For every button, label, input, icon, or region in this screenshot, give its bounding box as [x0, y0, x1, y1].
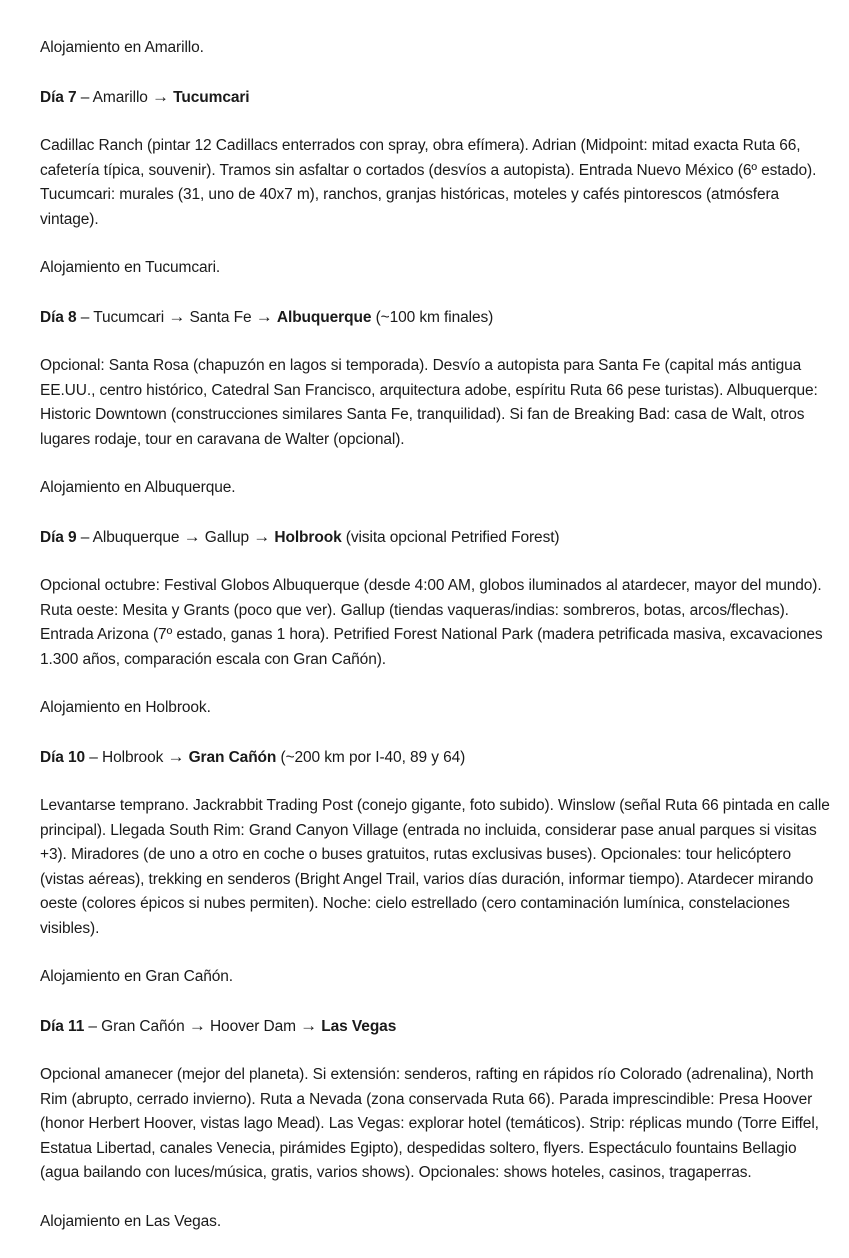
route-destination: Albuquerque — [276, 308, 372, 326]
day-label: Día 8 — [40, 308, 77, 326]
intro-lodging: Alojamiento en Amarillo. — [40, 39, 204, 56]
route-origin: Holbrook — [102, 748, 164, 766]
route-note: (~100 km finales) — [371, 308, 494, 326]
route-origin: Tucumcari — [93, 308, 165, 326]
route-origin: Amarillo — [92, 88, 148, 106]
route-origin: Gran Cañón — [101, 1017, 185, 1035]
days-container — [40, 85, 830, 1235]
arrow-right-icon: → — [300, 1015, 318, 1035]
day-heading — [40, 1014, 830, 1040]
arrow-right-icon: → — [255, 306, 273, 326]
day-description: Cadillac Ranch (pintar 12 Cadillacs enterrados con spray, obra efímera). Adrian (Midpoint: mitad exacta Ruta 66, cafetería típica, souvenir). Tramos sin asfaltar o cortados (desvíos a autopista). Entrada Nuevo México (6º estado). Tucumcari: murales (31, uno de 40x7 m), ranchos, granjas históricas, moteles y cafés pintorescos (atmósfera vintage). — [40, 137, 817, 228]
day-heading — [40, 525, 830, 551]
day-lodging: Alojamiento en Tucumcari. — [40, 259, 221, 276]
day-separator: – — [85, 748, 103, 766]
day-separator: – — [76, 308, 94, 326]
day-lodging: Alojamiento en Las Vegas. — [40, 1212, 222, 1230]
day-lodging: Alojamiento en Albuquerque. — [40, 479, 236, 496]
day-description: Opcional octubre: Festival Globos Albuquerque (desde 4:00 AM, globos iluminados al atardecer, mayor del mundo). Ruta oeste: Mesita y Grants (poco que ver). Gallup (tiendas vaqueras/indias: sombreros, botas, arcos/flechas). Entrada Arizona (7º estado, ganas 1 hora). Petrified Forest National Park (madera petrificada masiva, excavaciones 1.300 años, comparación escala con Gran Cañón). — [40, 577, 823, 668]
route-destination: Tucumcari — [173, 88, 250, 106]
route-origin: Albuquerque — [92, 528, 180, 546]
day-description: Levantarse temprano. Jackrabbit Trading Post (conejo gigante, foto subido). Winslow (señal Ruta 66 pintada en calle principal). Llegada South Rim: Grand Canyon Village (entrada no incluida, considerar pase anual parques si visitas +3). Miradores (de uno a otro en coche o buses gratuitos, rutas exclusivas buses). Opcionales: tour helicóptero (vistas aéreas), trekking en senderos (Bright Angel Trail, varios días duración, informar tiempo). Atardecer mirando oeste (colores épicos si nubes permiten). Noche: cielo estrellado (cero contaminación lumínica, constelaciones visibles). — [40, 797, 830, 937]
arrow-right-icon: → — [188, 1015, 206, 1035]
day-separator: – — [76, 528, 93, 546]
arrow-right-icon: → — [183, 526, 201, 546]
route-stop: Hoover Dam — [209, 1017, 296, 1035]
route-destination: Las Vegas — [321, 1017, 397, 1035]
route-note: (~200 km por I-40, 89 y 64) — [276, 748, 466, 766]
day-description: Opcional: Santa Rosa (chapuzón en lagos si temporada). Desvío a autopista para Santa Fe (capital más antigua EE.UU., centro histórico, Catedral San Francisco, arquitectura adobe, espíritu Ruta 66 pese turistas). Albuquerque: Historic Downtown (construcciones similares Santa Fe, tranquilidad). Si fan de Breaking Bad: casa de Walt, otros lugares rodaje, tour en caravana de Walter (opcional). — [40, 357, 818, 448]
route-stop: Santa Fe — [189, 308, 252, 326]
route-stop: Gallup — [204, 528, 250, 546]
day-heading — [40, 85, 830, 111]
day-description: Opcional amanecer (mejor del planeta). Si extensión: senderos, rafting en rápidos río Colorado (adrenalina), North Rim (abrupto, cerrado invierno). Ruta a Nevada (zona conservada Ruta 66). Parada imprescindible: Presa Hoover (honor Herbert Hoover, vistas lago Mead). Las Vegas: explorar hotel (temáticos). Strip: réplicas mundo (Torre Eiffel, Estatua Libertad, canales Venecia, pirámides Egipto), despedidas soltero, flyers. Espectáculo fountains Bellagio (agua bailando con luces/música, gratis, varios shows). Opcionales: shows hoteles, casinos, tragaperras. — [40, 1066, 819, 1181]
day-lodging: Alojamiento en Holbrook. — [40, 699, 211, 716]
day-label: Día 11 — [40, 1017, 85, 1035]
day-label: Día 9 — [40, 528, 77, 546]
route-destination: Holbrook — [274, 528, 342, 546]
itinerary-page — [40, 36, 830, 1258]
day-label: Día 10 — [40, 748, 86, 766]
route-note: (visita opcional Petrified Forest) — [341, 528, 560, 546]
arrow-right-icon: → — [152, 86, 169, 106]
day-separator: – — [76, 88, 93, 106]
arrow-right-icon: → — [253, 526, 271, 546]
day-label: Día 7 — [40, 88, 77, 106]
day-heading — [40, 745, 830, 771]
day-separator: – — [84, 1017, 102, 1035]
day-heading — [40, 305, 830, 331]
arrow-right-icon: → — [168, 306, 186, 326]
arrow-right-icon: → — [167, 746, 185, 766]
route-destination: Gran Cañón — [188, 748, 277, 766]
day-lodging: Alojamiento en Gran Cañón. — [40, 968, 233, 985]
